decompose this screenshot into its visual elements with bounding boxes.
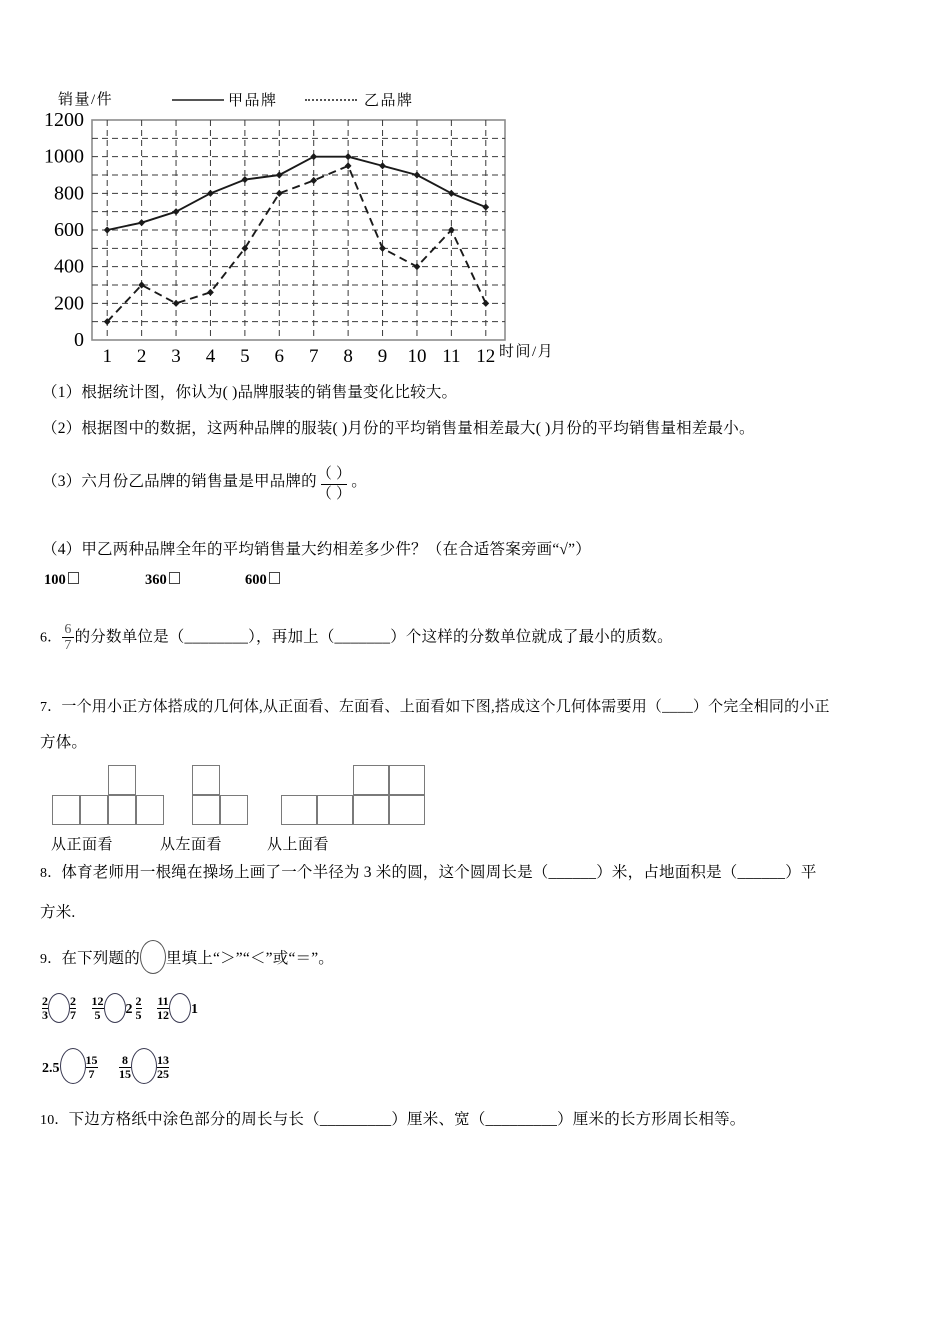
q6-number: 6． xyxy=(40,630,62,646)
q9-r1-p3-left xyxy=(157,995,169,1021)
frac-denominator: 25 xyxy=(157,1067,169,1081)
q9-compare-pair xyxy=(119,1048,169,1084)
svg-text:12: 12 xyxy=(476,346,496,367)
sales-line-chart xyxy=(0,78,600,368)
q9-compare-pair xyxy=(92,993,142,1023)
q5-sub3-frac-denominator: （ ） xyxy=(316,486,352,502)
svg-text:600: 600 xyxy=(54,219,84,241)
cube-cell xyxy=(353,765,389,795)
q9-r2-p1-right xyxy=(86,1054,98,1080)
q9-r1-p2-right-whole: 2 xyxy=(125,1002,133,1017)
q9-text-before: 在下列题的 xyxy=(61,950,140,967)
frac-numerator: 2 xyxy=(42,994,48,1009)
q7-line1 xyxy=(40,692,830,723)
comparison-circle-icon[interactable] xyxy=(60,1048,86,1084)
frac-denominator: 12 xyxy=(157,1008,169,1022)
q9-compare-pair xyxy=(42,1048,98,1084)
q9-r1-p2-left xyxy=(92,995,104,1021)
frac-numerator: 13 xyxy=(157,1053,169,1068)
q9-compare-pair xyxy=(42,993,76,1023)
frac-denominator: 3 xyxy=(42,1008,48,1022)
q9-r1-p3-right: 1 xyxy=(191,1002,198,1017)
q5-sub2: （2）根据图中的数据，这两种品牌的服装( )月份的平均销售量相差最大( )月份的平均销售量相差最小。 xyxy=(42,420,755,437)
cube-cell xyxy=(389,795,425,825)
q9-r2-p2-left xyxy=(119,1054,131,1080)
frac-numerator: 11 xyxy=(157,994,169,1009)
q7-line2: 方体。 xyxy=(40,734,88,751)
cube-cell xyxy=(389,765,425,795)
frac-numerator: 8 xyxy=(122,1053,128,1068)
q5-sub3-fraction-blank xyxy=(317,466,351,503)
q5-sub3 xyxy=(42,466,367,503)
cube-cell xyxy=(52,795,80,825)
q10-text: 下边方格纸中涂色部分的周长与长（_________）厘米、宽（_________）厘米的长方形周长相等。 xyxy=(68,1111,746,1128)
chart-y-axis-label: 销量/件 xyxy=(58,92,114,108)
svg-text:1200: 1200 xyxy=(44,109,84,131)
q8-text-line1: 体育老师用一根绳在操场上画了一个半径为 3 米的圆，这个圆周长是（______）米，占地面积是（______）平 xyxy=(61,864,817,881)
frac-numerator: 12 xyxy=(91,994,104,1009)
cube-cell xyxy=(80,795,108,825)
q5-sub3-frac-numerator: （ ） xyxy=(316,466,352,482)
q5-option-600-checkbox[interactable] xyxy=(269,572,280,584)
svg-text:800: 800 xyxy=(54,182,84,205)
q5-option-100[interactable] xyxy=(44,572,79,589)
svg-text:1000: 1000 xyxy=(44,145,84,168)
comparison-circle-icon[interactable] xyxy=(131,1048,157,1084)
q9-r2-p1-left: 2.5 xyxy=(42,1061,60,1076)
frac-denominator: 5 xyxy=(94,1008,101,1022)
svg-text:5: 5 xyxy=(240,346,250,367)
comparison-circle-icon[interactable] xyxy=(140,940,166,974)
q10-number: 10． xyxy=(40,1113,69,1128)
svg-text:200: 200 xyxy=(54,292,84,315)
svg-text:10: 10 xyxy=(407,346,427,367)
cube-cell xyxy=(108,765,136,795)
comparison-circle-icon[interactable] xyxy=(169,993,191,1023)
svg-text:11: 11 xyxy=(442,346,461,367)
q10 xyxy=(40,1105,746,1136)
cube-cell xyxy=(108,795,136,825)
svg-text:6: 6 xyxy=(274,346,285,367)
cube-cell xyxy=(192,765,220,795)
q9-r1-p1-right xyxy=(70,995,76,1021)
svg-text:0: 0 xyxy=(74,329,84,351)
q7-left-view-grid xyxy=(192,765,248,825)
svg-text:4: 4 xyxy=(205,346,216,367)
q6-fraction xyxy=(62,622,73,653)
svg-text:7: 7 xyxy=(308,346,319,367)
frac-denominator: 5 xyxy=(135,1008,142,1022)
frac-denominator: 15 xyxy=(119,1067,131,1081)
q5-sub3-frac-bar xyxy=(321,484,347,485)
q6-frac-numerator: 6 xyxy=(64,622,72,637)
q9-r2-p2-right xyxy=(157,1054,169,1080)
q5-option-600[interactable] xyxy=(245,572,280,589)
cube-cell xyxy=(317,795,353,825)
q7-view-label-front: 从正面看 xyxy=(51,837,114,853)
q5-sub4: （4）甲乙两种品牌全年的平均销售量大约相差多少件？（在合适答案旁画“√”） xyxy=(42,541,591,558)
cube-cell xyxy=(136,795,164,825)
q6 xyxy=(40,622,673,653)
chart-x-axis-label: 时间/月 xyxy=(499,344,555,360)
q5-sub3-period: 。 xyxy=(351,473,367,490)
frac-numerator: 15 xyxy=(85,1053,98,1068)
q5-option-360-checkbox[interactable] xyxy=(169,572,180,584)
chart-plot-svg xyxy=(0,78,600,368)
cube-cell xyxy=(353,795,389,825)
svg-text:3: 3 xyxy=(171,346,181,367)
q7-view-label-top: 从上面看 xyxy=(267,837,330,853)
comparison-circle-icon[interactable] xyxy=(48,993,70,1023)
q5-option-100-checkbox[interactable] xyxy=(68,572,79,584)
q9-compare-pair xyxy=(157,993,198,1023)
svg-text:400: 400 xyxy=(54,255,84,278)
q7-view-label-left: 从左面看 xyxy=(160,837,223,853)
frac-numerator: 2 xyxy=(135,994,142,1009)
q7-front-view-grid xyxy=(52,765,164,825)
q7-top-view-grid xyxy=(281,765,425,825)
q6-frac-denominator: 7 xyxy=(64,638,72,654)
q9-r1-p2-right-frac xyxy=(136,995,142,1021)
q8-line1 xyxy=(40,858,817,889)
frac-denominator: 7 xyxy=(88,1067,95,1081)
q9-number: 9． xyxy=(40,952,62,967)
q5-option-360[interactable] xyxy=(145,572,180,589)
q9-prompt xyxy=(40,940,334,975)
q5-option-360-label: 360 xyxy=(145,572,167,588)
q5-option-100-label: 100 xyxy=(44,572,66,588)
q9-compare-row-1 xyxy=(42,993,210,1023)
q5-sub3-text: （3）六月份乙品牌的销售量是甲品牌的 xyxy=(42,473,317,490)
legend-label-series-1: 甲品牌 xyxy=(228,93,278,109)
frac-denominator: 7 xyxy=(70,1008,76,1022)
svg-text:8: 8 xyxy=(343,346,353,367)
cube-cell xyxy=(220,795,248,825)
q8-number: 8． xyxy=(40,866,62,881)
q9-compare-row-2 xyxy=(42,1048,181,1084)
cube-cell xyxy=(192,795,220,825)
q8-line2: 方米. xyxy=(40,904,76,921)
q6-text: 的分数单位是（________），再加上（_______）个这样的分数单位就成了最小的质数。 xyxy=(74,628,673,646)
q5-sub1: （1）根据统计图，你认为( )品牌服装的销售量变化比较大。 xyxy=(42,384,458,401)
q9-text-after: 里填上“＞”“＜”或“＝”。 xyxy=(165,950,335,967)
svg-text:1: 1 xyxy=(102,346,112,367)
svg-text:2: 2 xyxy=(136,346,147,367)
svg-text:9: 9 xyxy=(377,346,388,367)
frac-numerator: 2 xyxy=(70,994,76,1009)
comparison-circle-icon[interactable] xyxy=(104,993,126,1023)
q7-text-line1: 一个用小正方体搭成的几何体,从正面看、左面看、上面看如下图,搭成这个几何体需要用（____）个完全相同的小正 xyxy=(61,699,830,715)
q7-number: 7． xyxy=(40,700,62,715)
cube-cell xyxy=(281,795,317,825)
legend-label-series-2: 乙品牌 xyxy=(364,93,414,109)
q5-option-600-label: 600 xyxy=(245,572,267,588)
